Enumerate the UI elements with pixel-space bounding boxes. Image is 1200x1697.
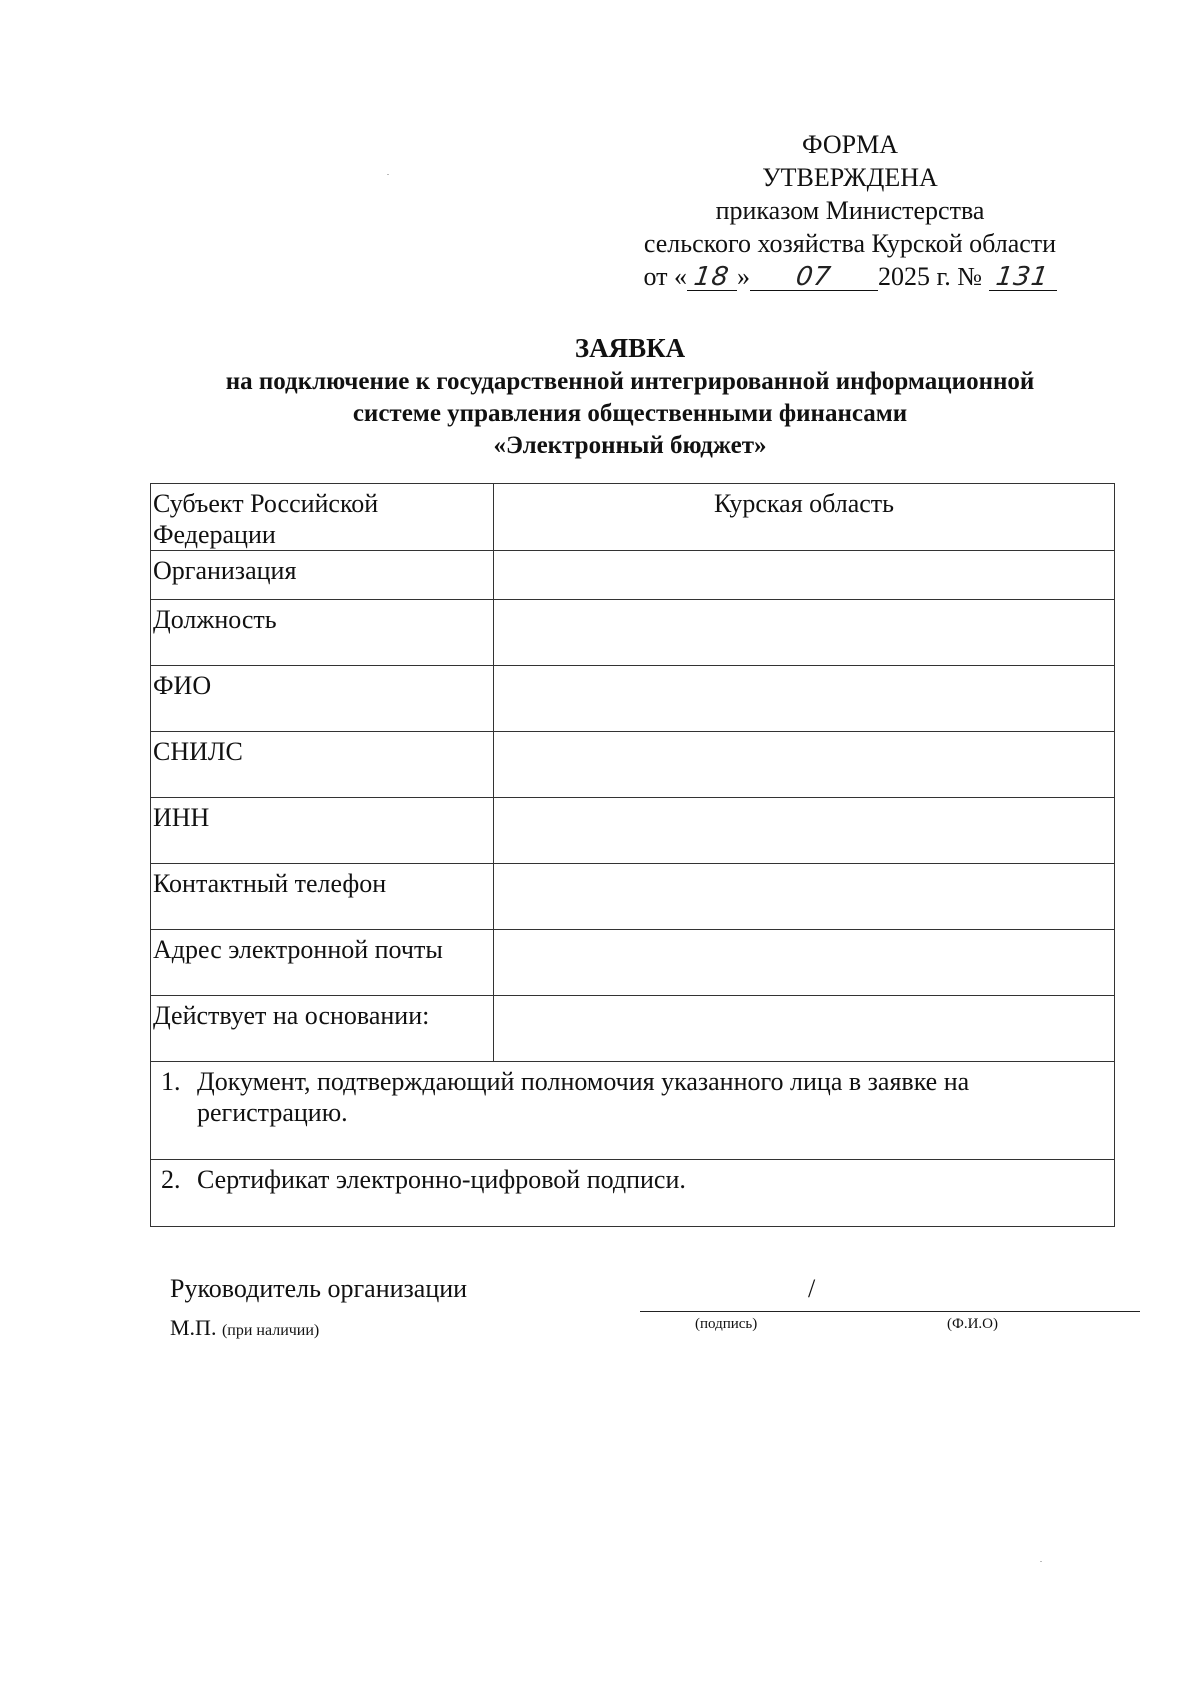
date-mid: » bbox=[736, 262, 750, 291]
table-row bbox=[151, 798, 1115, 864]
signature-separator: / bbox=[808, 1274, 816, 1303]
table-row bbox=[151, 666, 1115, 732]
table-row bbox=[151, 864, 1115, 930]
date-prefix: от « bbox=[643, 262, 687, 291]
handwritten-month: 07 bbox=[750, 260, 878, 291]
row-value bbox=[494, 732, 1115, 798]
row-label: Действует на основании: bbox=[151, 996, 494, 1062]
row-label: Организация bbox=[151, 551, 494, 600]
approved-label: УТВЕРЖДЕНА bbox=[762, 163, 938, 192]
order-date-line bbox=[620, 260, 1080, 293]
seal-note: (при наличии) bbox=[221, 1322, 320, 1339]
row-value bbox=[494, 666, 1115, 732]
row-value bbox=[494, 930, 1115, 996]
document-number: 1. bbox=[161, 1067, 181, 1096]
document-row bbox=[151, 1062, 1115, 1160]
name-caption: (Ф.И.О) bbox=[947, 1316, 999, 1332]
handwritten-order-number: 131 bbox=[989, 260, 1057, 291]
title-main: ЗАЯВКА bbox=[574, 333, 686, 363]
application-table bbox=[150, 483, 1115, 1227]
table-row bbox=[151, 996, 1115, 1062]
row-label: ИНН bbox=[151, 798, 494, 864]
table-row bbox=[151, 732, 1115, 798]
document-text: Документ, подтверждающий полномочия указанного лица в заявке на регистрацию. bbox=[197, 1067, 970, 1127]
document-item bbox=[153, 1066, 1112, 1128]
document-item bbox=[153, 1164, 1112, 1195]
row-label: СНИЛС bbox=[151, 732, 494, 798]
title-sub-3: «Электронный бюджет» bbox=[493, 432, 767, 459]
row-label: Контактный телефон bbox=[151, 864, 494, 930]
row-value: Курская область bbox=[494, 484, 1115, 551]
table-row bbox=[151, 484, 1115, 551]
ministry-name: сельского хозяйства Курской области bbox=[643, 229, 1057, 258]
form-label: ФОРМА bbox=[802, 130, 898, 159]
row-label: Субъект Российской Федерации bbox=[151, 484, 494, 551]
row-label: Должность bbox=[151, 600, 494, 666]
table-row bbox=[151, 930, 1115, 996]
row-label: Адрес электронной почты bbox=[151, 930, 494, 996]
seal-place: М.П. (при наличии) bbox=[170, 1315, 320, 1340]
document-cell bbox=[151, 1062, 1115, 1160]
scan-speck bbox=[387, 174, 389, 175]
row-value bbox=[494, 798, 1115, 864]
scan-speck bbox=[1040, 1561, 1042, 1562]
approval-block bbox=[620, 128, 1080, 293]
title-sub-2: системе управления общественными финансами bbox=[352, 400, 908, 427]
document-cell bbox=[151, 1160, 1115, 1227]
signatory-title: Руководитель организации bbox=[170, 1274, 468, 1303]
document-row bbox=[151, 1160, 1115, 1227]
row-value bbox=[494, 996, 1115, 1062]
signature-caption: (подпись) bbox=[695, 1316, 758, 1332]
handwritten-day: 18 bbox=[687, 260, 737, 291]
row-value bbox=[494, 551, 1115, 600]
row-value bbox=[494, 864, 1115, 930]
table-row bbox=[151, 551, 1115, 600]
date-year: 2025 г. № bbox=[877, 262, 983, 291]
order-label: приказом Министерства bbox=[715, 196, 985, 225]
document-title bbox=[150, 330, 1110, 462]
row-label: ФИО bbox=[151, 666, 494, 732]
title-sub-1: на подключение к государственной интегрированной информационной bbox=[225, 368, 1035, 395]
table-row bbox=[151, 600, 1115, 666]
document-number: 2. bbox=[161, 1165, 181, 1194]
row-value bbox=[494, 600, 1115, 666]
signature-line bbox=[640, 1311, 1140, 1312]
document-text: Сертификат электронно-цифровой подписи. bbox=[197, 1165, 686, 1194]
